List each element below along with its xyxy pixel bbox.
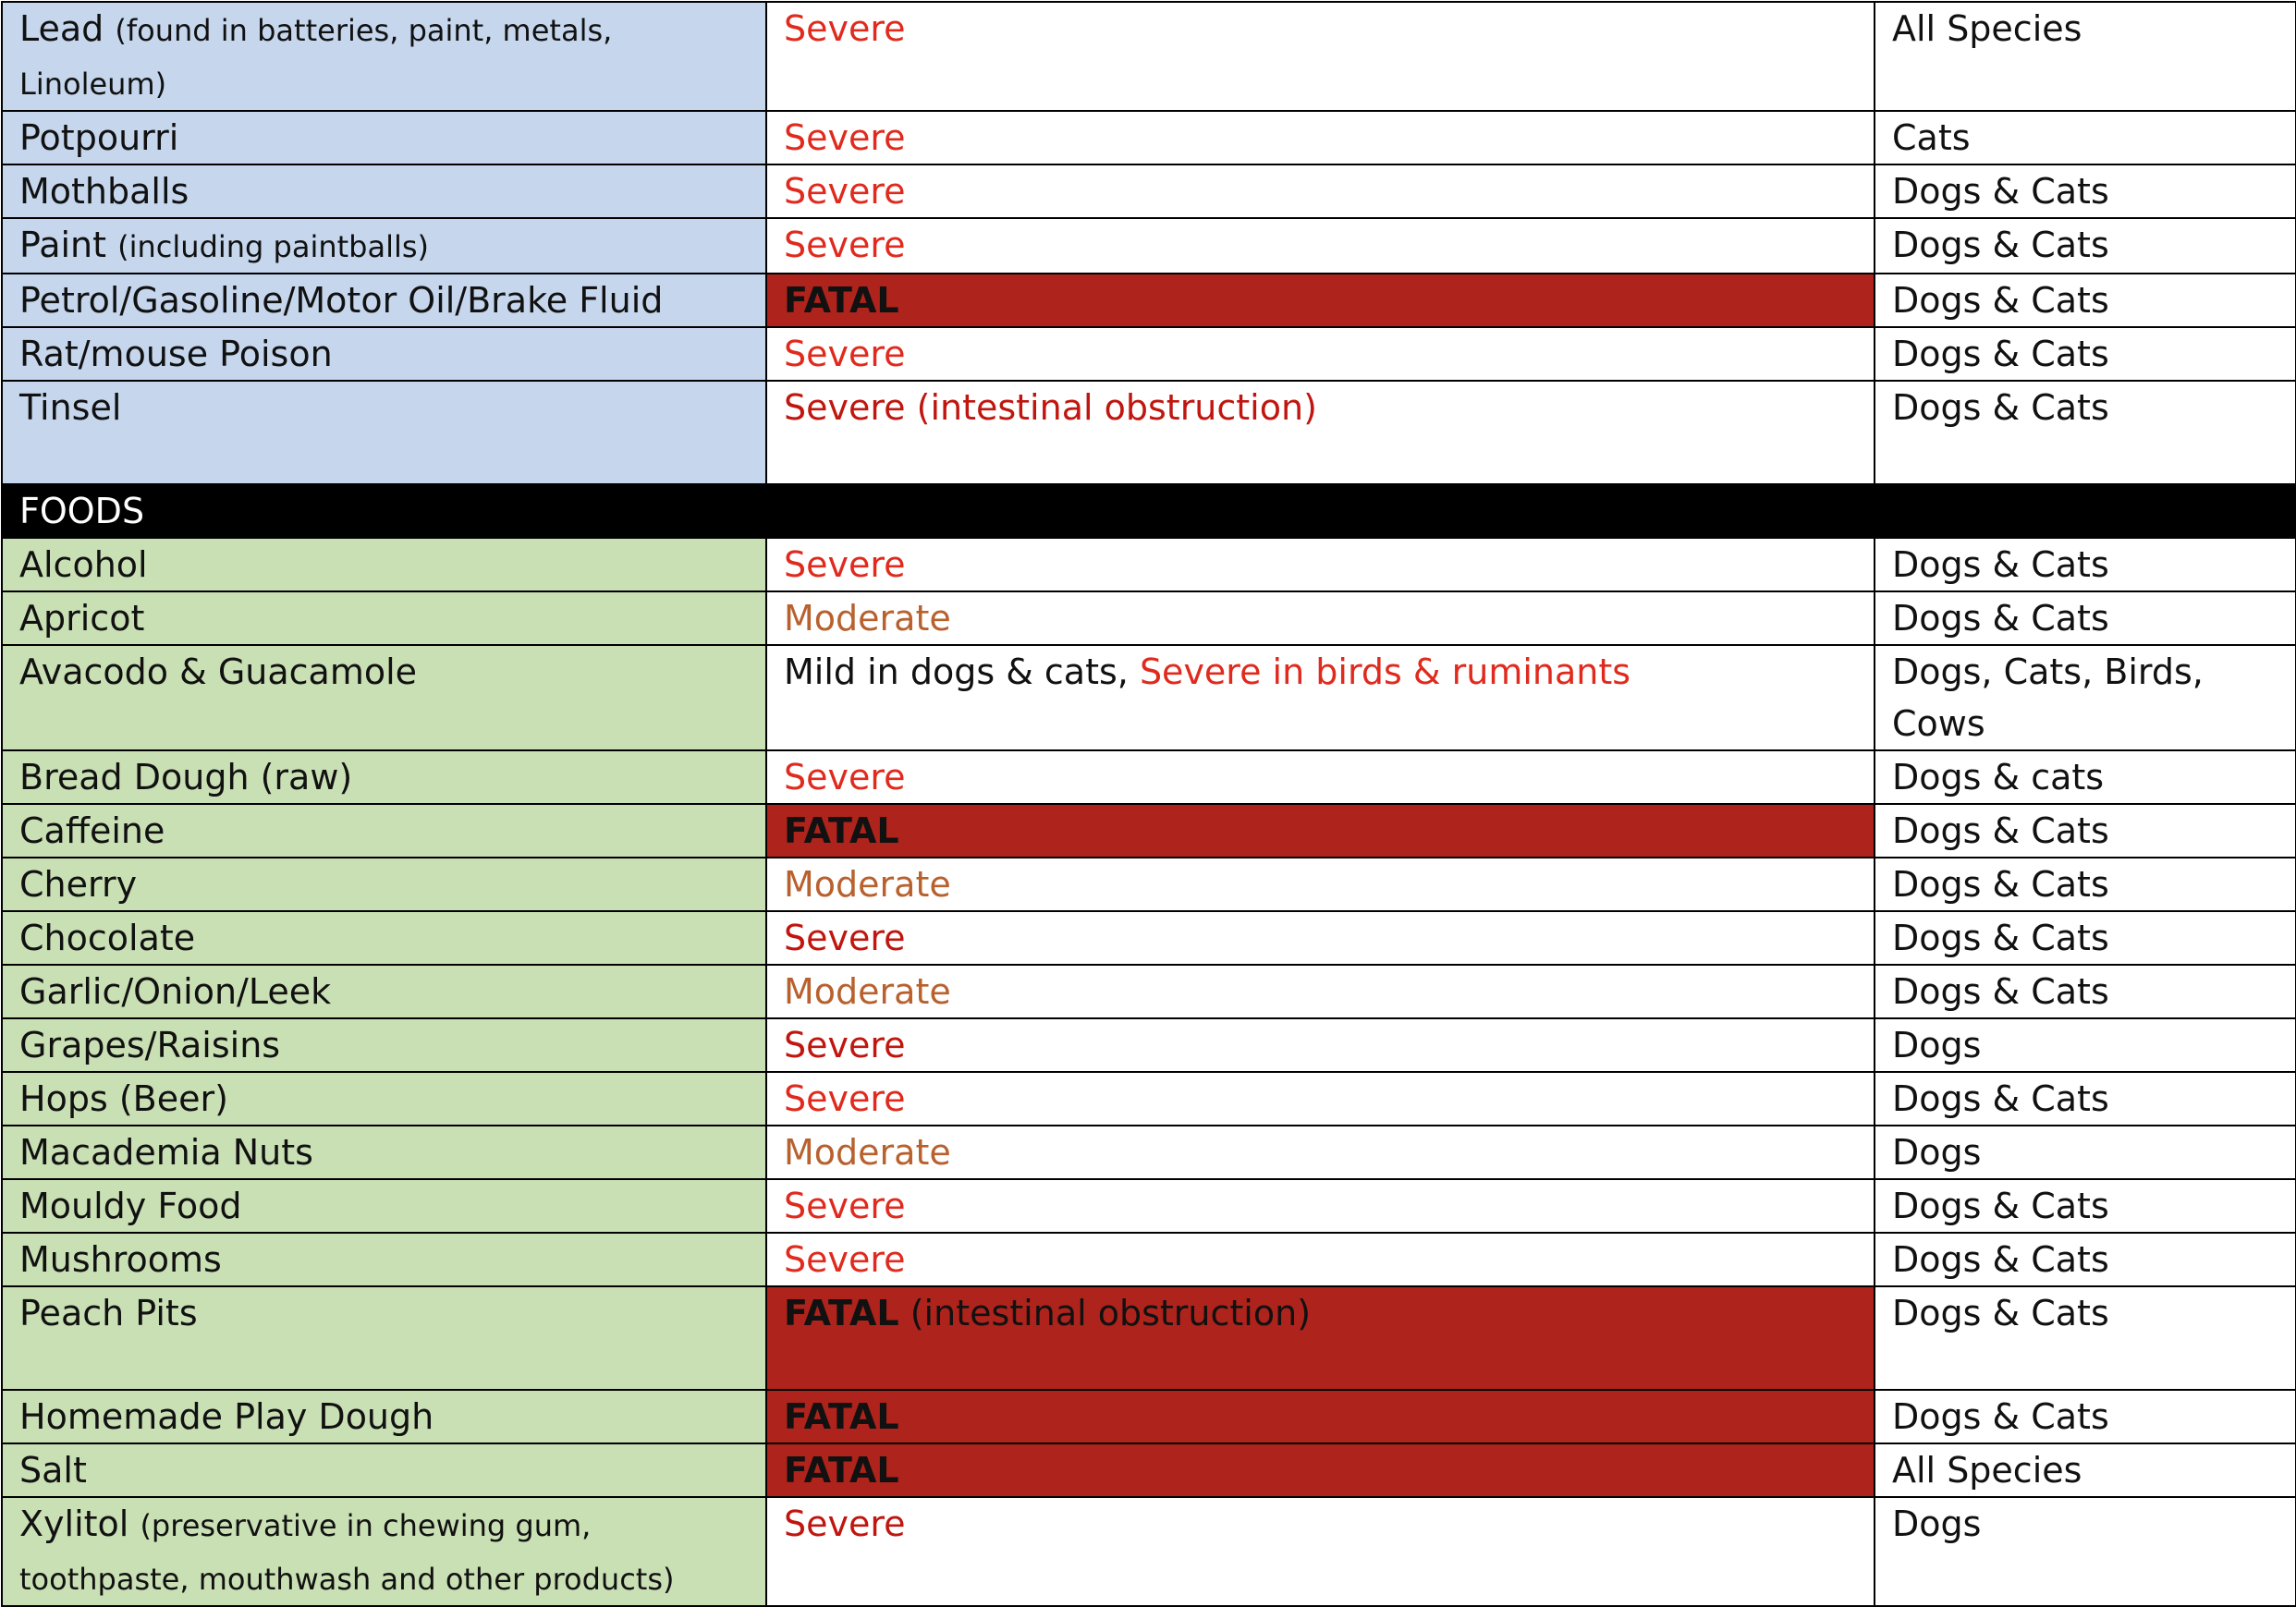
- severity-text: FATAL: [784, 810, 899, 851]
- species-cell: Dogs & Cats: [1875, 381, 2296, 484]
- substance-name: Avacodo & Guacamole: [19, 651, 418, 692]
- table-row: [2, 1179, 2296, 1233]
- species-cell: Dogs & Cats: [1875, 591, 2296, 645]
- species-cell: All Species: [1875, 1443, 2296, 1497]
- severity-cell: [766, 750, 1875, 804]
- toxicity-table: [1, 1, 2296, 1607]
- severity-text: Severe: [784, 225, 906, 265]
- species-cell: Dogs: [1875, 1018, 2296, 1072]
- severity-cell: [766, 965, 1875, 1018]
- table-row: [2, 1443, 2296, 1497]
- severity-text: Mild in dogs & cats,: [784, 651, 1140, 692]
- severity-cell: [766, 327, 1875, 381]
- severity-text: Severe: [784, 1025, 906, 1065]
- severity-text: Severe: [784, 757, 906, 797]
- severity-text: Severe: [784, 334, 906, 374]
- substance-cell: [2, 538, 766, 591]
- substance-cell: [2, 1443, 766, 1497]
- species-cell: Dogs & Cats: [1875, 1286, 2296, 1390]
- table-row: [2, 804, 2296, 858]
- substance-name: Salt: [19, 1450, 87, 1491]
- severity-text: Severe in birds & ruminants: [1139, 651, 1631, 692]
- severity-cell: [766, 1443, 1875, 1497]
- severity-cell: [766, 1233, 1875, 1286]
- substance-cell: [2, 164, 766, 218]
- severity-cell: [766, 164, 1875, 218]
- severity-cell: [766, 591, 1875, 645]
- severity-cell: [766, 804, 1875, 858]
- substance-name: Peach Pits: [19, 1293, 198, 1333]
- table-row: [2, 1286, 2296, 1390]
- species-cell: All Species: [1875, 2, 2296, 111]
- substance-name: Lead: [19, 8, 104, 49]
- substance-note: (preservative in chewing gum, toothpaste, mouthwash and other products): [19, 1508, 675, 1597]
- severity-cell: [766, 2, 1875, 111]
- species-cell: Dogs: [1875, 1497, 2296, 1606]
- severity-text: Severe: [784, 918, 906, 958]
- species-cell: Dogs & Cats: [1875, 1233, 2296, 1286]
- species-cell: Dogs & Cats: [1875, 218, 2296, 274]
- severity-text: Severe (intestinal obstruction): [784, 387, 1317, 428]
- species-cell: Dogs & Cats: [1875, 911, 2296, 965]
- severity-text: Severe: [784, 544, 906, 585]
- severity-cell: [766, 1286, 1875, 1390]
- species-cell: Cats: [1875, 111, 2296, 164]
- substance-name: Mushrooms: [19, 1239, 222, 1280]
- substance-name: Caffeine: [19, 810, 165, 851]
- substance-cell: [2, 911, 766, 965]
- substance-cell: [2, 381, 766, 484]
- section-header-row: [2, 484, 2296, 538]
- table-row: [2, 1497, 2296, 1606]
- severity-cell: [766, 111, 1875, 164]
- substance-cell: [2, 1286, 766, 1390]
- table-row: [2, 538, 2296, 591]
- substance-cell: [2, 218, 766, 274]
- substance-name: Xylitol: [19, 1504, 129, 1544]
- table-row: [2, 1018, 2296, 1072]
- substance-name: Grapes/Raisins: [19, 1025, 281, 1065]
- table-row: [2, 327, 2296, 381]
- species-cell: Dogs & Cats: [1875, 1072, 2296, 1126]
- severity-text: Severe: [784, 1239, 906, 1280]
- severity-text: Severe: [784, 171, 906, 212]
- severity-cell: [766, 911, 1875, 965]
- substance-cell: [2, 1126, 766, 1179]
- severity-cell: [766, 381, 1875, 484]
- severity-cell: [766, 1126, 1875, 1179]
- substance-name: Cherry: [19, 864, 138, 905]
- substance-name: Mothballs: [19, 171, 189, 212]
- table-row: [2, 218, 2296, 274]
- species-cell: Dogs & Cats: [1875, 327, 2296, 381]
- species-cell: Dogs, Cats, Birds, Cows: [1875, 645, 2296, 750]
- severity-cell: [766, 1179, 1875, 1233]
- substance-note: (including paintballs): [117, 229, 430, 264]
- severity-cell: [766, 1390, 1875, 1443]
- severity-cell: [766, 1497, 1875, 1606]
- substance-name: Mouldy Food: [19, 1186, 242, 1226]
- species-cell: Dogs & Cats: [1875, 1179, 2296, 1233]
- species-cell: Dogs & Cats: [1875, 164, 2296, 218]
- table-row: [2, 750, 2296, 804]
- severity-text: (intestinal obstruction): [898, 1293, 1312, 1333]
- substance-cell: [2, 111, 766, 164]
- severity-text: Severe: [784, 1504, 906, 1544]
- severity-text: Severe: [784, 8, 906, 49]
- species-cell: Dogs & Cats: [1875, 858, 2296, 911]
- substance-name: Tinsel: [19, 387, 122, 428]
- substance-cell: [2, 1497, 766, 1606]
- substance-name: Potpourri: [19, 117, 179, 158]
- substance-cell: [2, 1018, 766, 1072]
- severity-text: Moderate: [784, 598, 951, 639]
- species-cell: Dogs & Cats: [1875, 804, 2296, 858]
- table-row: [2, 858, 2296, 911]
- severity-text: FATAL: [784, 280, 899, 321]
- table-row: [2, 1390, 2296, 1443]
- substance-name: Homemade Play Dough: [19, 1396, 434, 1437]
- substance-name: Paint: [19, 225, 107, 265]
- severity-cell: [766, 218, 1875, 274]
- table-row: [2, 111, 2296, 164]
- substance-name: Rat/mouse Poison: [19, 334, 333, 374]
- severity-cell: [766, 538, 1875, 591]
- substance-cell: [2, 2, 766, 111]
- substance-cell: [2, 858, 766, 911]
- substance-cell: [2, 645, 766, 750]
- severity-cell: [766, 858, 1875, 911]
- table-row: [2, 645, 2296, 750]
- table-row: [2, 591, 2296, 645]
- substance-name: Macademia Nuts: [19, 1132, 313, 1173]
- substance-cell: [2, 750, 766, 804]
- table-row: [2, 965, 2296, 1018]
- substance-cell: [2, 1072, 766, 1126]
- severity-text: FATAL: [784, 1396, 899, 1437]
- table-row: [2, 1233, 2296, 1286]
- severity-text: FATAL: [784, 1450, 899, 1491]
- substance-name: Alcohol: [19, 544, 148, 585]
- substance-cell: [2, 1233, 766, 1286]
- substance-cell: [2, 591, 766, 645]
- substance-name: Hops (Beer): [19, 1078, 228, 1119]
- substance-name: Apricot: [19, 598, 145, 639]
- table-row: [2, 164, 2296, 218]
- severity-cell: [766, 1072, 1875, 1126]
- substance-cell: [2, 965, 766, 1018]
- species-cell: Dogs & Cats: [1875, 1390, 2296, 1443]
- species-cell: Dogs & cats: [1875, 750, 2296, 804]
- species-cell: Dogs & Cats: [1875, 965, 2296, 1018]
- species-cell: Dogs & Cats: [1875, 274, 2296, 327]
- substance-cell: [2, 1179, 766, 1233]
- severity-text: Moderate: [784, 1132, 951, 1173]
- severity-text: Moderate: [784, 971, 951, 1012]
- substance-cell: [2, 327, 766, 381]
- substance-cell: [2, 804, 766, 858]
- substance-name: Petrol/Gasoline/Motor Oil/Brake Fluid: [19, 280, 664, 321]
- substance-cell: [2, 274, 766, 327]
- table-row: [2, 911, 2296, 965]
- severity-text: Severe: [784, 117, 906, 158]
- severity-text: Moderate: [784, 864, 951, 905]
- table-row: [2, 1072, 2296, 1126]
- severity-text: FATAL: [784, 1293, 899, 1333]
- table-row: [2, 381, 2296, 484]
- substance-note: (found in batteries, paint, metals, Linoleum): [19, 13, 613, 102]
- severity-text: Severe: [784, 1186, 906, 1226]
- severity-text: Severe: [784, 1078, 906, 1119]
- substance-name: Bread Dough (raw): [19, 757, 353, 797]
- substance-cell: [2, 1390, 766, 1443]
- substance-name: Chocolate: [19, 918, 196, 958]
- severity-cell: [766, 645, 1875, 750]
- severity-cell: [766, 274, 1875, 327]
- table-row: [2, 274, 2296, 327]
- species-cell: Dogs: [1875, 1126, 2296, 1179]
- substance-name: Garlic/Onion/Leek: [19, 971, 332, 1012]
- table-row: [2, 2, 2296, 111]
- species-cell: Dogs & Cats: [1875, 538, 2296, 591]
- section-header: FOODS: [2, 484, 2296, 538]
- table-row: [2, 1126, 2296, 1179]
- severity-cell: [766, 1018, 1875, 1072]
- toxicity-table-body: [2, 2, 2296, 1606]
